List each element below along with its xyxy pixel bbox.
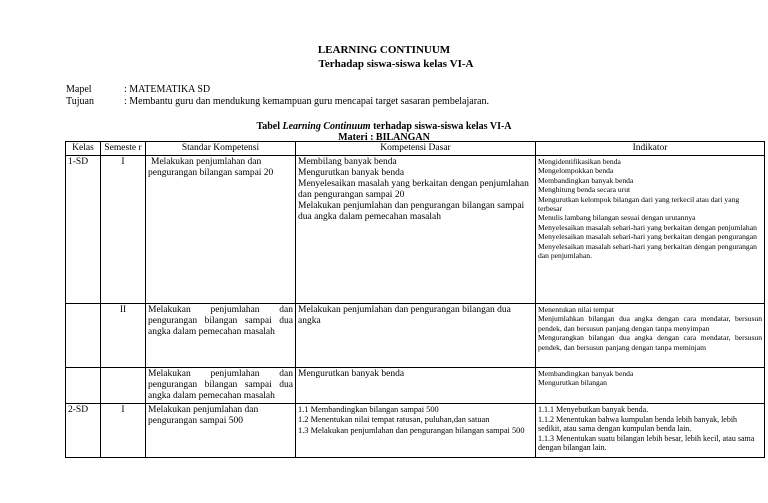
kd-item: Melakukan penjumlahan dan pengurangan bilangan sampai dua angka dalam pemecahan masalah xyxy=(298,201,525,222)
header-standar-kompetensi: Standar Kompetensi xyxy=(146,142,296,156)
cell-semester: II xyxy=(101,304,146,368)
ind-item: Menjumlahkan bilangan dua angka dengan cara mendatar, bersusun pendek, dan bersusun panjang dengan tanpa menyimpan xyxy=(538,314,762,333)
cell-kelas xyxy=(66,368,101,404)
ind-item: Mengidentifikasikan benda xyxy=(538,157,621,166)
table-caption-materi: Materi : BILANGAN xyxy=(338,132,430,143)
cell-indikator xyxy=(536,304,765,368)
tujuan-label: Tujuan xyxy=(66,96,94,107)
ind-item: Membandingkan banyak benda xyxy=(538,175,634,185)
ind-item: Menghitung benda secara urut xyxy=(538,185,631,195)
cell-standar-kompetensi: Melakukan penjumlahan dan pengurangan sampai 500 xyxy=(146,404,296,458)
cell-semester: I xyxy=(101,156,146,304)
header-indikator: Indikator xyxy=(536,142,765,156)
meta-mapel xyxy=(66,84,210,96)
table-caption xyxy=(0,121,768,132)
kd-item: Membilang banyak benda xyxy=(298,157,397,167)
kd-item: Mengurutkan banyak benda xyxy=(298,168,405,178)
cell-kompetensi-dasar xyxy=(296,156,536,304)
ind-item: 1.1.3 Menentukan suatu bilangan lebih besar, lebih kecil, atau sama dengan bilangan lain. xyxy=(538,433,755,453)
ind-item: Menyelesaikan masalah sehari-hari yang berkaitan dengan penjumlahan xyxy=(538,222,757,232)
header-semester: Semeste r xyxy=(101,142,146,156)
document-title: LEARNING CONTINUUM xyxy=(317,44,451,56)
cell-semester xyxy=(101,368,146,404)
ind-item: Menyelesaikan masalah sehari-hari yang berkaitan dengan pengurangan dan penjumlahan. xyxy=(538,241,757,261)
cell-standar-kompetensi: Melakukan penjumlahan dan pengurangan bilangan sampai dua angka dalam pemecahan masalah xyxy=(146,368,296,404)
cell-semester: I xyxy=(101,404,146,458)
ind-item: Mengurutkan bilangan xyxy=(538,378,607,388)
caption-prefix: Tabel xyxy=(256,121,283,132)
cell-indikator xyxy=(536,156,765,304)
ind-item: Membandingkan banyak benda xyxy=(538,369,634,378)
table-row xyxy=(66,156,765,304)
ind-item: Mengurutkan kelompok bilangan dari yang terkecil atau dari yang terbesar xyxy=(538,194,740,214)
caption-suffix: terhadap siswa-siswa kelas VI-A xyxy=(370,121,512,132)
tujuan-value: : Membantu guru dan mendukung kemampuan guru mencapai target sasaran pembelajaran. xyxy=(124,96,489,107)
table-row xyxy=(66,304,765,368)
cell-kelas: 2-SD xyxy=(66,404,101,458)
sk-text: Melakukan penjumlahan dan pengurangan bilangan sampai 20 xyxy=(148,157,274,178)
ind-item: 1.1.1 Menyebutkan banyak benda. xyxy=(538,405,649,414)
cell-indikator xyxy=(536,368,765,404)
ind-item: Menulis lambang bilangan sesuai dengan urutannya xyxy=(538,213,696,223)
ind-item: Menyelesaikan masalah sehari-hari yang berkaitan dengan pengurangan xyxy=(538,232,757,242)
header-kelas: Kelas xyxy=(66,142,101,156)
cell-kompetensi-dasar xyxy=(296,368,536,404)
kd-item: Menyelesaikan masalah yang berkaitan dengan penjumlahan dan pengurangan sampai 20 xyxy=(298,179,529,200)
caption-italic: Learning Continuum xyxy=(282,121,371,132)
cell-kompetensi-dasar xyxy=(296,404,536,458)
cell-kelas xyxy=(66,304,101,368)
kd-item: Mengurutkan banyak benda xyxy=(298,369,405,379)
cell-indikator xyxy=(536,404,765,458)
document-subtitle: Terhadap siswa-siswa kelas VI-A xyxy=(318,58,474,70)
meta-tujuan xyxy=(66,96,489,108)
cell-kompetensi-dasar xyxy=(296,304,536,368)
cell-standar-kompetensi xyxy=(146,156,296,304)
table-row xyxy=(66,368,765,404)
header-kompetensi-dasar: Kompetensi Dasar xyxy=(296,142,536,156)
ind-item: 1.1.2 Menentukan bahwa kumpulan benda lebih banyak, lebih sedikit, atau sama dengan kumpulan benda lain. xyxy=(538,414,738,434)
kd-item: 1.3 Melakukan penjumlahan dan pengurangan bilangan sampai 500 xyxy=(298,425,525,435)
table-row xyxy=(66,404,765,458)
kd-item: Melakukan penjumlahan dan pengurangan bilangan dua angka xyxy=(298,305,511,326)
cell-kelas: 1-SD xyxy=(66,156,101,304)
kd-item: 1.2 Menentukan nilai tempat ratusan, puluhan,dan satuan xyxy=(298,415,490,425)
ind-item: Mengurangkan bilangan dua angka dengan cara mendatar, bersusun pendek, dan bersusun panjang dengan tanpa meminjam xyxy=(538,333,762,352)
mapel-label: Mapel xyxy=(66,84,92,95)
ind-item: Mengelompokkan benda xyxy=(538,166,614,176)
mapel-value: : MATEMATIKA SD xyxy=(124,84,211,95)
ind-item: Menentukan nilai tempat xyxy=(538,305,614,314)
cell-standar-kompetensi: Melakukan penjumlahan dan pengurangan bilangan sampai dua angka dalam pemecahan masalah xyxy=(146,304,296,368)
table-header-row xyxy=(66,142,765,156)
kd-item: 1.1 Membandingkan bilangan sampai 500 xyxy=(298,405,439,414)
learning-continuum-table xyxy=(65,141,765,458)
